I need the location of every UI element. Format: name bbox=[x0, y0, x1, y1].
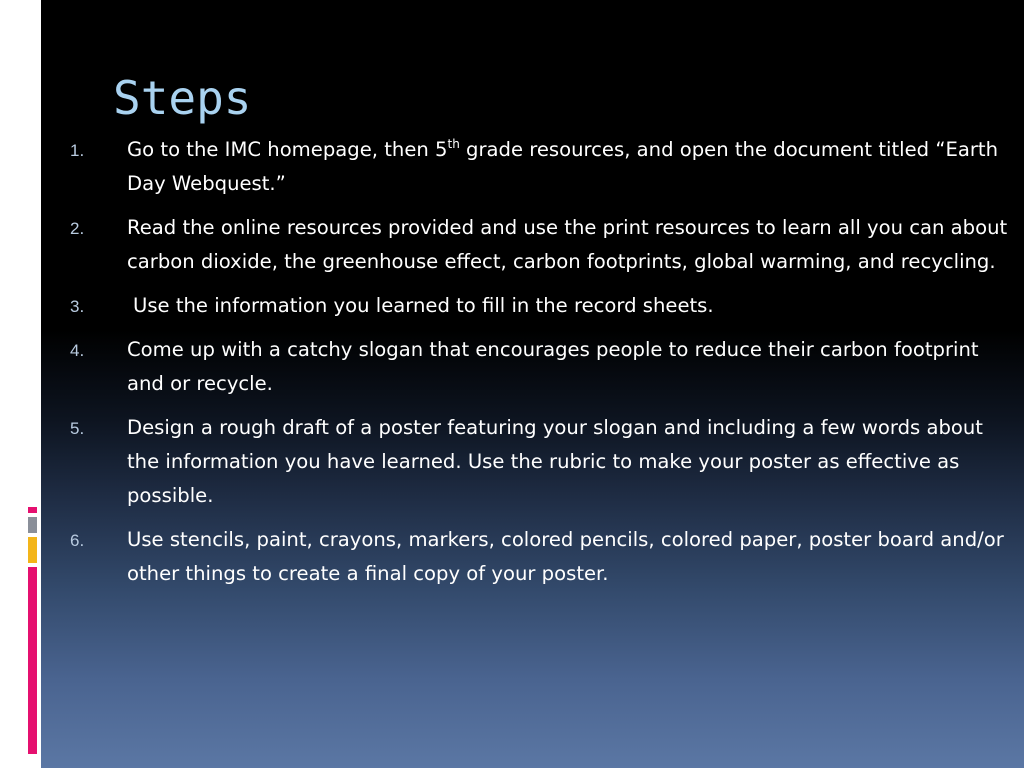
step-number: 3. bbox=[70, 297, 85, 316]
list-item bbox=[41, 211, 1024, 279]
step-text-part: grade resources, and open the document titled “Earth Day Webquest.” bbox=[127, 138, 999, 195]
list-item bbox=[41, 333, 1024, 401]
list-item bbox=[41, 411, 1024, 513]
step-number: 4. bbox=[70, 341, 85, 360]
list-item bbox=[41, 133, 1024, 201]
step-text: Read the online resources provided and use the print resources to learn all you can about carbon dioxide, the greenhouse effect, carbon footprints, global warming, and recycling. bbox=[127, 216, 1008, 273]
step-text-part: Go to the IMC homepage, then 5 bbox=[127, 138, 448, 161]
slide-content-area bbox=[41, 0, 1024, 768]
accent-bar-pink-small bbox=[28, 507, 37, 513]
step-text: Come up with a catchy slogan that encourages people to reduce their carbon footprint and or recycle. bbox=[127, 338, 979, 395]
accent-bar-gold bbox=[28, 537, 37, 563]
step-number: 1. bbox=[70, 141, 85, 160]
step-superscript: th bbox=[447, 137, 460, 151]
list-item bbox=[41, 289, 1024, 323]
steps-list bbox=[41, 133, 1024, 601]
step-text: Use stencils, paint, crayons, markers, colored pencils, colored paper, poster board and/or other things to create a final copy of your poster. bbox=[127, 528, 1004, 585]
step-text: Use the information you learned to fill in the record sheets. bbox=[133, 294, 714, 317]
list-item bbox=[41, 523, 1024, 591]
step-text: Design a rough draft of a poster featuring your slogan and including a few words about the information you have learned. Use the rubric to make your poster as effective as possible. bbox=[127, 416, 983, 507]
accent-bar-pink bbox=[28, 567, 37, 754]
step-number: 5. bbox=[70, 419, 85, 438]
step-text bbox=[127, 133, 1017, 201]
step-number: 2. bbox=[70, 219, 85, 238]
accent-bar-gray bbox=[28, 517, 37, 533]
left-margin-strip bbox=[0, 0, 41, 768]
slide-title: Steps bbox=[113, 71, 252, 125]
step-number: 6. bbox=[70, 531, 85, 550]
